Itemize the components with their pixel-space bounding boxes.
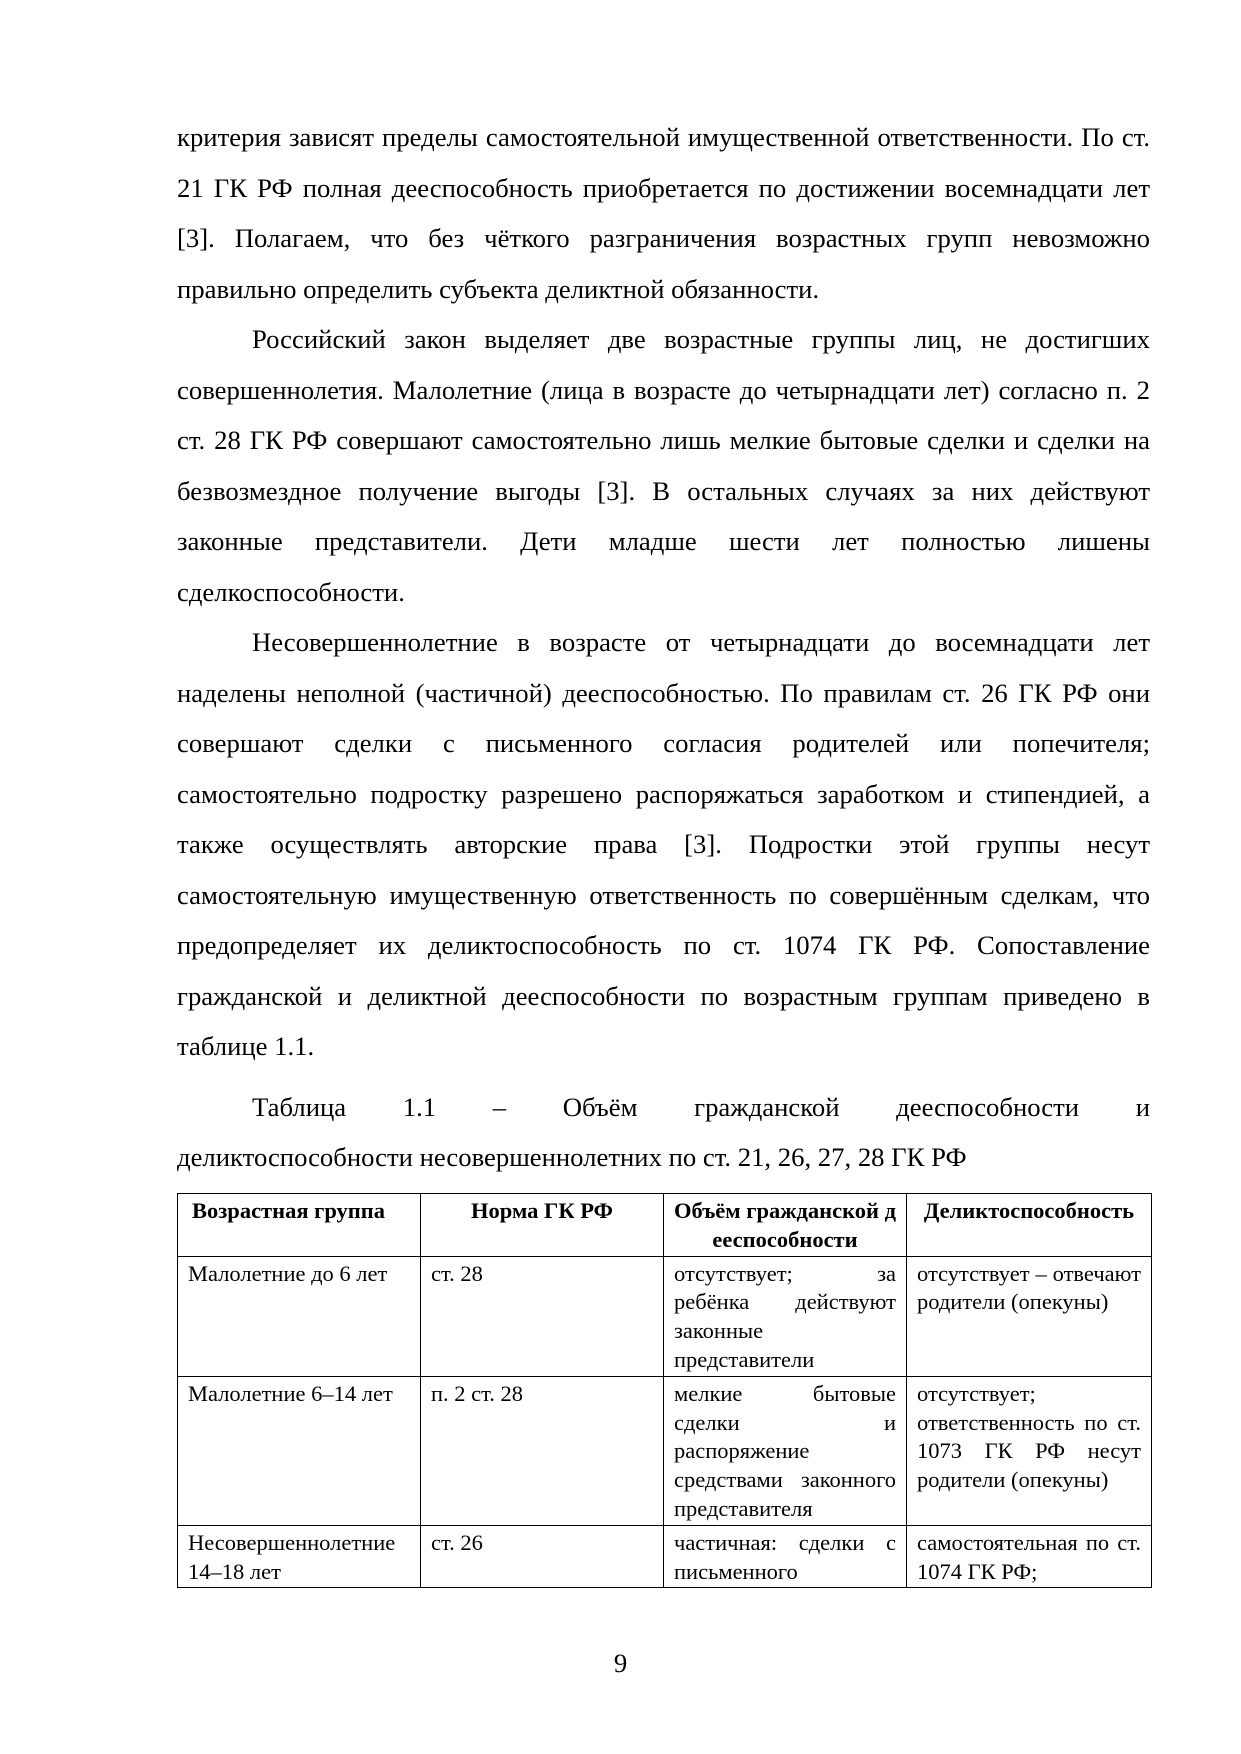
header-age-group: Возрастная группа [178,1194,421,1257]
table-caption-line-2: деликтоспособности несовершеннолетних по ст. 21, 26, 27, 28 ГК РФ [177,1142,967,1172]
table-cell: Несовершеннолетние 14–18 лет [178,1525,421,1588]
table-cell: п. 2 ст. 28 [421,1376,664,1525]
table-cell: отсутствует – отвечают родители (опекуны) [907,1256,1152,1376]
header-norm: Норма ГК РФ [421,1194,664,1257]
header-tort-capacity: Деликтоспособность [907,1194,1152,1257]
table-cell: отсутствует; ответственность по ст. 1073 ГК РФ несут родители (опекуны) [907,1376,1152,1525]
caption-word: – [492,1091,507,1122]
table-cell: ст. 26 [421,1525,664,1588]
caption-word: и [1135,1091,1150,1122]
caption-word: дееспособности [896,1091,1080,1122]
table-row [178,1376,1152,1525]
table-caption-line-1 [177,1082,1150,1133]
table-cell: самостоятельная по ст. 1074 ГК РФ; [907,1525,1152,1588]
caption-word: Таблица [252,1091,347,1122]
caption-word: 1.1 [402,1091,437,1122]
header-civil-capacity: Объём гражданской дееспособности [664,1194,907,1257]
table-cell: мелкие бытовые сделки и распоряжение средствами законного представителя [664,1376,907,1525]
table-cell: отсутствует; за ребёнка действуют законные представители [664,1256,907,1376]
age-capacity-table [177,1193,1152,1588]
document-body [177,112,1150,1183]
caption-word: гражданской [694,1091,840,1122]
page-number: 9 [613,1648,628,1678]
table-row [178,1256,1152,1376]
table-cell: Малолетние 6–14 лет [178,1376,421,1525]
paragraph-1: критерия зависят пределы самостоятельной имущественной ответственности. По ст. 21 ГК РФ полная дееспособность приобретается по достижении восемнадцати лет [3]. Полагаем, что без чёткого разграничения возрастных групп невозможно правильно определить субъекта деликтной обязанности. [177,122,1150,304]
table-caption [177,1082,1150,1183]
paragraph-3: Несовершеннолетние в возрасте от четырнадцати до восемнадцати лет наделены неполной (частичной) дееспособностью. По правилам ст. 26 ГК РФ они совершают сделки с письменного согласия родителей или попечителя; самостоятельно подростку разрешено распоряжаться заработком и стипендией, а также осуществлять авторские права [3]. Подростки этой группы несут самостоятельную имущественную ответственность по совершённым сделкам, что предопределяет их деликтоспособность по ст. 1074 ГК РФ. Сопоставление гражданской и деликтной дееспособности по возрастным группам приведено в таблице 1.1. [177,627,1150,1061]
table-cell: Малолетние до 6 лет [178,1256,421,1376]
table-header-row [178,1194,1152,1257]
caption-word: Объём [562,1091,638,1122]
paragraph-2: Российский закон выделяет две возрастные группы лиц, не достигших совершеннолетия. Малолетние (лица в возрасте до четырнадцати лет) согласно п. 2 ст. 28 ГК РФ совершают самостоятельно лишь мелкие бытовые сделки и сделки на безвозмездное получение выгоды [3]. В остальных случаях за них действуют законные представители. Дети младше шести лет полностью лишены сделкоспособности. [177,324,1150,607]
table-cell: ст. 28 [421,1256,664,1376]
table-row [178,1525,1152,1588]
table-cell: частичная: сделки с письменного [664,1525,907,1588]
